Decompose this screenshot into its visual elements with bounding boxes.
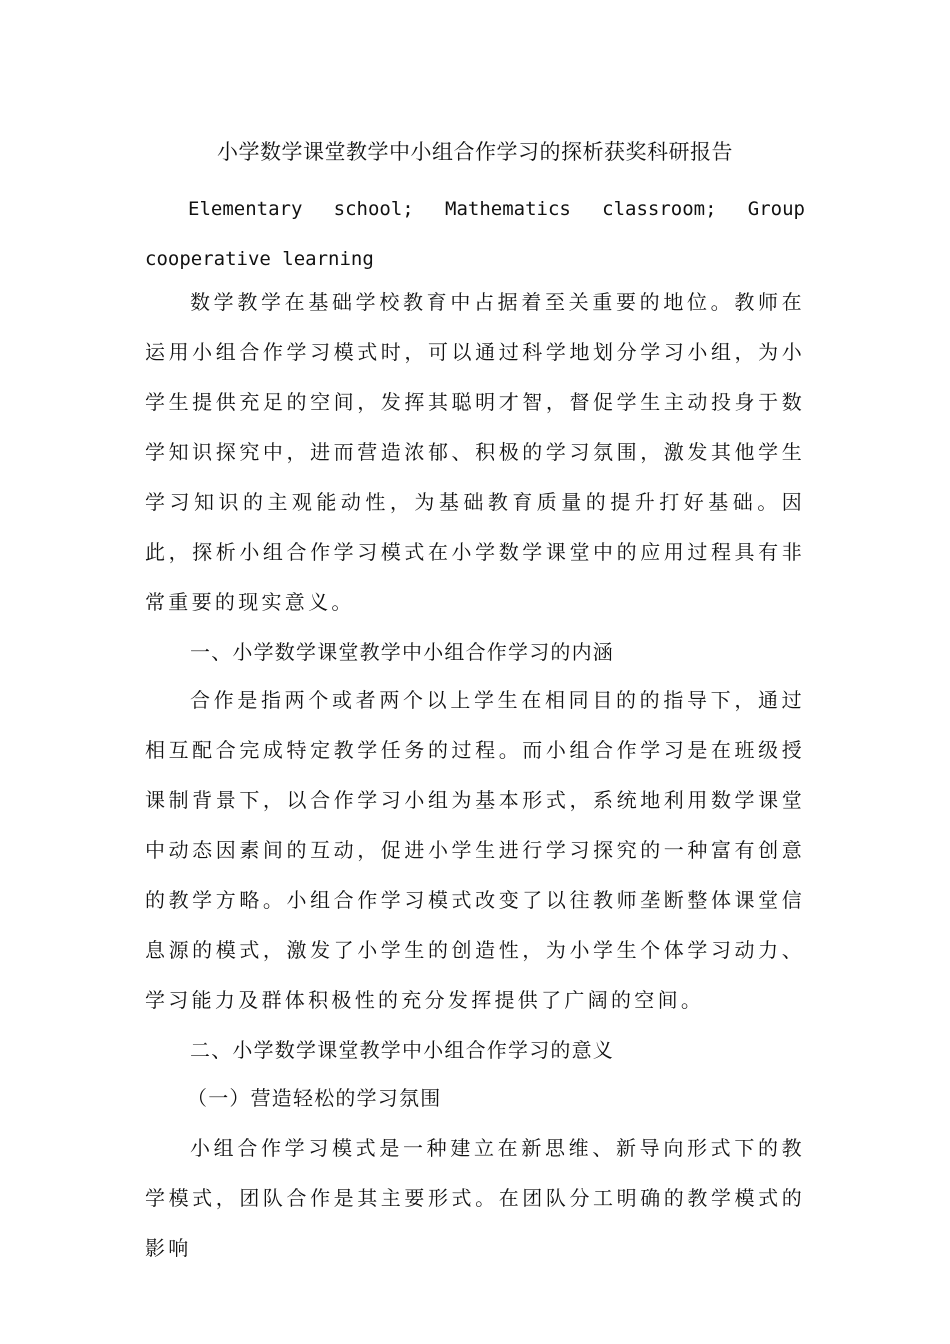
section-heading-2: 二、小学数学课堂教学中小组合作学习的意义	[190, 1038, 614, 1062]
atmosphere-paragraph: 小组合作学习模式是一种建立在新思维、新导向形式下的教学模式，团队合作是其主要形式。在团队分工明确的教学模式的影响	[145, 1136, 805, 1260]
intro-paragraph: 数学教学在基础学校教育中占据着至关重要的地位。教师在运用小组合作学习模式时，可以通过科学地划分学习小组，为小学生提供充足的空间，发挥其聪明才智，督促学生主动投身于数学知识探究中，进而营造浓郁、积极的学习氛围，激发其他学生学习知识的主观能动性，为基础教育质量的提升打好基础。因此，探析小组合作学习模式在小学数学课堂中的应用过程具有非常重要的现实意义。	[145, 290, 805, 614]
definition-paragraph: 合作是指两个或者两个以上学生在相同目的的指导下，通过相互配合完成特定教学任务的过程。而小组合作学习是在班级授课制背景下，以合作学习小组为基本形式，系统地利用数学课堂中动态因素间的互动，促进小学生进行学习探究的一种富有创意的教学方略。小组合作学习模式改变了以往教师垄断整体课堂信息源的模式，激发了小学生的创造性，为小学生个体学习动力、学习能力及群体积极性的充分发挥提供了广阔的空间。	[145, 688, 805, 1012]
section-heading-1: 一、小学数学课堂教学中小组合作学习的内涵	[190, 640, 614, 664]
keywords-line: Elementary school; Mathematics classroom; Group cooperative learning	[145, 198, 805, 270]
subsection-heading-1: （一）营造轻松的学习氛围	[187, 1086, 442, 1110]
document-title: 小学数学课堂教学中小组合作学习的探析获奖科研报告	[217, 140, 733, 164]
